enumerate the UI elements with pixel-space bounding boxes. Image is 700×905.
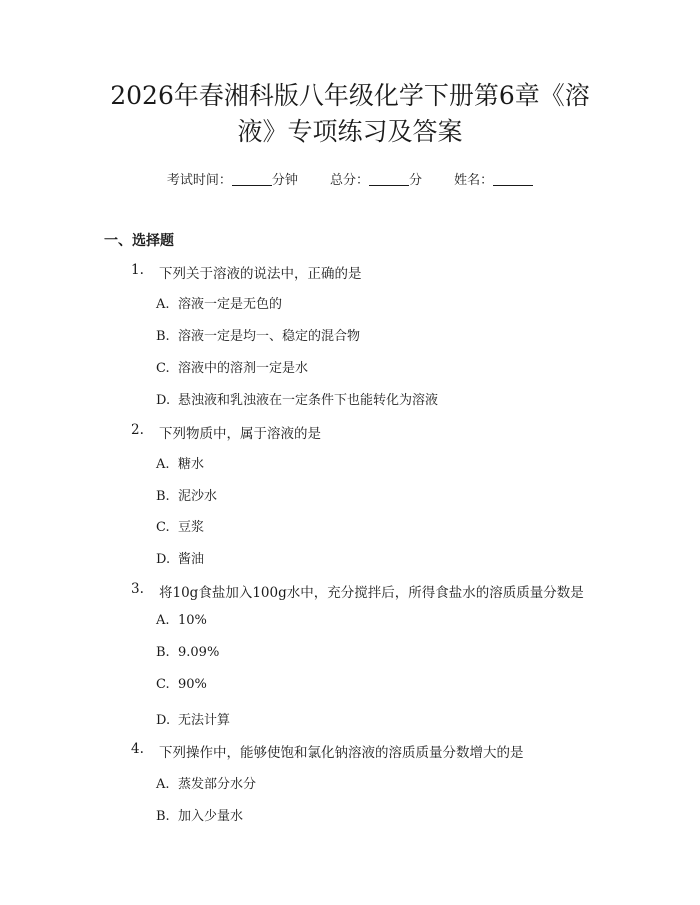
option-letter: C.: [156, 677, 170, 692]
option: [156, 516, 204, 535]
option: [156, 485, 217, 504]
option-letter: A.: [156, 457, 170, 472]
question-number: 4.: [131, 741, 144, 757]
option-letter: A.: [156, 777, 170, 792]
option: [156, 389, 438, 408]
exam-info-bar: [0, 169, 700, 188]
exam-time-unit: 分钟: [271, 173, 298, 188]
question-text: 下列关于溶液的说法中，正确的是: [159, 266, 362, 282]
option: [156, 645, 219, 660]
option: [156, 773, 256, 792]
option-text: 溶液一定是均一、稳定的混合物: [178, 329, 361, 344]
question-number: 3.: [131, 581, 144, 597]
question-number: 2.: [131, 422, 144, 438]
option-text: 9.09%: [178, 645, 220, 660]
option: [156, 613, 207, 628]
option-letter: A.: [156, 297, 170, 312]
option-text: 加入少量水: [178, 809, 244, 824]
name-label: 姓名：: [454, 173, 494, 188]
option-letter: C.: [156, 520, 170, 535]
question-text: 将10g食盐加入100g水中，充分搅拌后，所得食盐水的溶质质量分数是: [159, 585, 584, 601]
option: [156, 805, 243, 824]
option: [156, 293, 282, 312]
option-letter: D.: [156, 713, 171, 728]
option-text: 蒸发部分水分: [178, 777, 257, 792]
document-title: [60, 78, 640, 150]
option-letter: B.: [156, 489, 170, 504]
option-text: 90%: [178, 677, 207, 692]
option-text: 酱油: [178, 552, 205, 567]
option: [156, 453, 204, 472]
exam-time-label: 考试时间：: [166, 173, 232, 188]
option: [156, 357, 308, 376]
question-text: 下列操作中，能够使饱和氯化钠溶液的溶质质量分数增大的是: [159, 745, 524, 761]
exam-time-field: [167, 169, 298, 188]
question-number: 1.: [131, 262, 144, 278]
option-letter: C.: [156, 361, 170, 376]
option-text: 糖水: [178, 457, 205, 472]
option: [156, 677, 207, 692]
question-text: 下列物质中，属于溶液的是: [159, 426, 321, 442]
option: [156, 709, 230, 728]
option-text: 溶液一定是无色的: [178, 297, 283, 312]
option-letter: B.: [156, 645, 170, 660]
option-text: 无法计算: [178, 713, 231, 728]
option-letter: D.: [156, 393, 171, 408]
option-text: 悬浊液和乳浊液在一定条件下也能转化为溶液: [178, 393, 439, 408]
total-score-label: 总分：: [329, 173, 369, 188]
total-score-blank: [369, 185, 409, 186]
name-blank: [493, 185, 533, 186]
total-score-unit: 分: [409, 173, 423, 188]
title-line-1: 2026年春湘科版八年级化学下册第6章《溶: [110, 81, 590, 110]
name-field: [454, 169, 533, 188]
option-letter: B.: [156, 809, 170, 824]
option: [156, 325, 360, 344]
total-score-field: [330, 169, 422, 188]
option-letter: A.: [156, 613, 170, 628]
option-text: 泥沙水: [178, 489, 218, 504]
option-text: 溶液中的溶剂一定是水: [178, 361, 309, 376]
option-text: 豆浆: [178, 520, 205, 535]
option-letter: D.: [156, 552, 171, 567]
option: [156, 548, 204, 567]
option-letter: B.: [156, 329, 170, 344]
title-line-2: 液》专项练习及答案: [237, 117, 463, 146]
exam-time-blank: [232, 185, 272, 186]
option-text: 10%: [178, 613, 207, 628]
section-title: 一、选择题: [104, 233, 174, 249]
